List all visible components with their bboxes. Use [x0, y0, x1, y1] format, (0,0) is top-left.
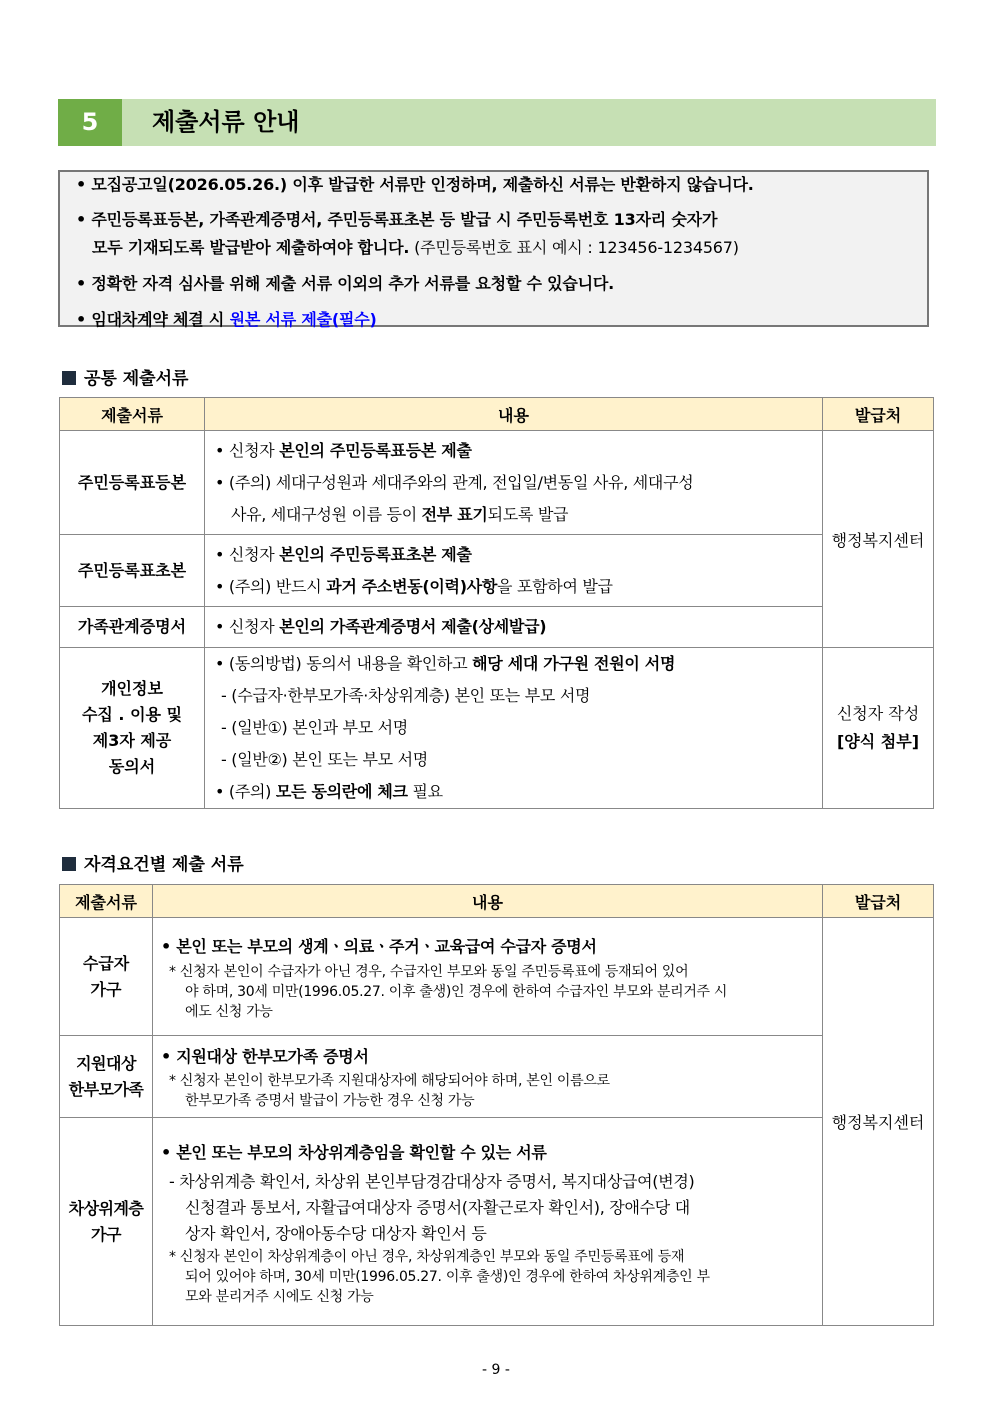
doc-content: • 본인 또는 부모의 생계ㆍ의료ㆍ주거ㆍ교육급여 수급자 증명서 * 신청자 본인이 수급자가 아닌 경우, 수급자인 부모와 동일 주민등록표에 등재되어 있어 야 하며, 30세 미만(1996.05.27. 이후 출생)인 경우에 한하여 수급자인 부모와 분리거주 시 에도 신청 가능 [153, 918, 823, 1036]
table-row [60, 535, 934, 607]
square-bullet-icon [62, 857, 76, 871]
issuer-cell: 신청자 작성 [양식 첨부] [823, 648, 934, 809]
table-header-row [60, 398, 934, 431]
qualification-docs-table [59, 884, 934, 1326]
section-number: 5 [58, 99, 122, 146]
doc-name: 수급자 가구 [60, 918, 153, 1036]
doc-name: 주민등록표초본 [60, 535, 205, 607]
doc-name: 차상위계층 가구 [60, 1118, 153, 1326]
doc-name: 가족관계증명서 [60, 607, 205, 648]
col-header-doc: 제출서류 [60, 885, 153, 918]
col-header-doc: 제출서류 [60, 398, 205, 431]
col-header-content: 내용 [205, 398, 823, 431]
col-header-content: 내용 [153, 885, 823, 918]
notice-line-4: • 정확한 자격 심사를 위해 제출 서류 이외의 추가 서류를 요청할 수 있습니다. [76, 274, 615, 293]
notice-line-2: • 주민등록표등본, 가족관계증명서, 주민등록표초본 등 발급 시 주민등록번호 13자리 숫자가 [76, 210, 718, 229]
table-row [60, 1036, 934, 1118]
notice-line-1: • 모집공고일(2026.05.26.) 이후 발급한 서류만 인정하며, 제출하신 서류는 반환하지 않습니다. [76, 175, 754, 194]
col-header-issuer: 발급처 [823, 885, 934, 918]
doc-name: 개인정보 수집 . 이용 및 제3자 제공 동의서 [60, 648, 205, 809]
doc-content: • 본인 또는 부모의 차상위계층임을 확인할 수 있는 서류 - 차상위계층 확인서, 차상위 본인부담경감대상자 증명서, 복지대상급여(변경) 신청결과 통보서, 자활급여대상자 증명서(자활근로자 확인서), 장애수당 대 상자 확인서, 장애아동수당 대상자 확인서 등 * 신청자 본인이 차상위계층이 아닌 경우, 차상위계층인 부모와 동일 주민등록표에 등재 되어 있어야 하며, 30세 미만(1996.05.27. 이후 출생)인 경우에 한하여 차상위계층인 부 모와 분리거주 시에도 신청 가능 [153, 1118, 823, 1326]
notice-box [58, 170, 929, 327]
issuer-cell: 행정복지센터 [823, 431, 934, 648]
table-row [60, 431, 934, 535]
notice-line-3: 모두 기재되도록 발급받아 제출하여야 합니다. (주민등록번호 표시 예시 : 123456-1234567) [92, 238, 739, 257]
doc-content: • 지원대상 한부모가족 증명서 * 신청자 본인이 한부모가족 지원대상자에 해당되어야 하며, 본인 이름으로 한부모가족 증명서 발급이 가능한 경우 신청 가능 [153, 1036, 823, 1118]
common-docs-table [59, 397, 934, 809]
table-row [60, 648, 934, 809]
notice-line-5: • 임대차계약 체결 시 원본 서류 제출(필수) [76, 310, 377, 329]
table-row [60, 1118, 934, 1326]
doc-name: 지원대상 한부모가족 [60, 1036, 153, 1118]
table-header-row [60, 885, 934, 918]
doc-content: • 신청자 본인의 주민등록표초본 제출 • (주의) 반드시 과거 주소변동(이력)사항을 포함하여 발급 [205, 535, 823, 607]
doc-content: • 신청자 본인의 가족관계증명서 제출(상세발급) [205, 607, 823, 648]
col-header-issuer: 발급처 [823, 398, 934, 431]
square-bullet-icon [62, 371, 76, 385]
qualification-docs-heading: 자격요건별 제출 서류 [62, 850, 244, 875]
table-row [60, 607, 934, 648]
common-docs-heading: 공통 제출서류 [62, 364, 188, 389]
doc-content: • (동의방법) 동의서 내용을 확인하고 해당 세대 가구원 전원이 서명 - (수급자·한부모가족·차상위계층) 본인 또는 부모 서명 - (일반①) 본인과 부모 서명 - (일반②) 본인 또는 부모 서명 • (주의) 모든 동의란에 체크 필요 [205, 648, 823, 809]
table-row [60, 918, 934, 1036]
section-header [58, 99, 936, 146]
doc-content: • 신청자 본인의 주민등록표등본 제출 • (주의) 세대구성원과 세대주와의 관계, 전입일/변동일 사유, 세대구성 사유, 세대구성원 이름 등이 전부 표기되도록 발급 [205, 431, 823, 535]
issuer-cell: 행정복지센터 [823, 918, 934, 1326]
doc-name: 주민등록표등본 [60, 431, 205, 535]
page-number: - 9 - [482, 1362, 510, 1378]
section-title: 제출서류 안내 [152, 108, 300, 136]
